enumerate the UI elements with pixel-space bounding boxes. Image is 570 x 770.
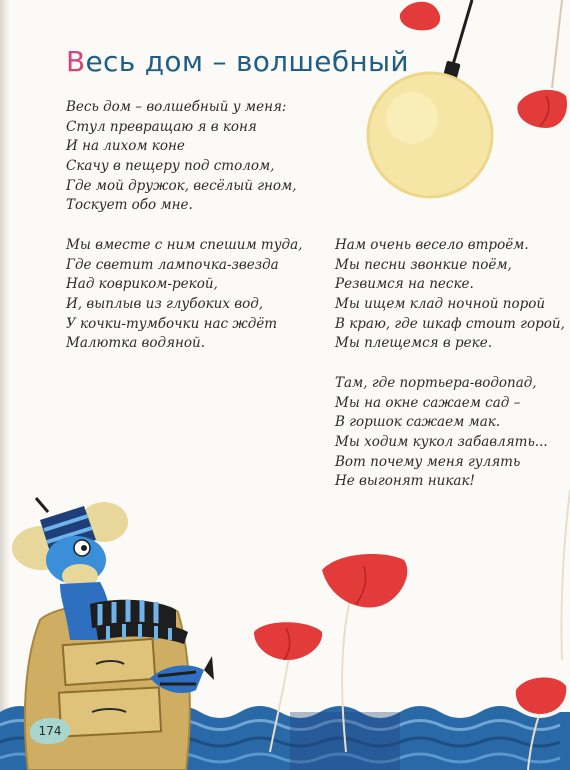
poem-line: И, выплыв из глубоких вод,	[66, 296, 264, 313]
poem-line: Мы ищем клад ночной порой	[335, 296, 546, 313]
poem-line: Малютка водяной.	[66, 335, 206, 352]
poem-line: Стул превращаю я в коня	[66, 118, 257, 135]
poem-line: Тоскует обо мне.	[66, 197, 193, 214]
title-initial-letter: В	[66, 45, 86, 78]
poem-line: Мы песни звонкие поём,	[335, 256, 512, 273]
poem-stanza	[335, 374, 548, 492]
poem-line: В горшок сажаем мак.	[335, 414, 501, 431]
poem-stanza	[335, 236, 565, 354]
poem-line: И на лихом коне	[66, 138, 185, 155]
poem-line: Нам очень весело втроём.	[335, 237, 529, 253]
poem-line: Там, где портьера-водопад,	[335, 375, 537, 391]
title-text: есь дом – волшебный	[85, 45, 409, 78]
poem-line: Весь дом – волшебный у меня:	[66, 99, 287, 115]
poem-stanza	[66, 98, 297, 216]
poem-line: Резвимся на песке.	[335, 276, 474, 293]
poem-line: Мы ходим кукол забавлять...	[335, 434, 548, 451]
poem-line: Не выгонят никак!	[335, 473, 475, 490]
poem-line: Мы вместе с ним спешим туда,	[66, 237, 303, 253]
poem-stanza	[66, 236, 302, 354]
poem-line: Где светит лампочка-звезда	[66, 256, 279, 273]
poem-line: Над ковриком-рекой,	[66, 276, 218, 293]
poem-line: В краю, где шкаф стоит горой,	[335, 315, 565, 332]
poem-line: Скачу в пещеру под столом,	[66, 158, 275, 175]
page-number: 174	[30, 718, 70, 744]
page-title	[66, 40, 409, 84]
poem-line: Где мой дружок, весёлый гном,	[66, 177, 297, 194]
poem-line: Мы на окне сажаем сад –	[335, 394, 521, 411]
poem-line: У кочки-тумбочки нас ждёт	[66, 315, 278, 332]
poem-line: Мы плещемся в реке.	[335, 335, 492, 352]
poem-line: Вот почему меня гулять	[335, 453, 521, 470]
